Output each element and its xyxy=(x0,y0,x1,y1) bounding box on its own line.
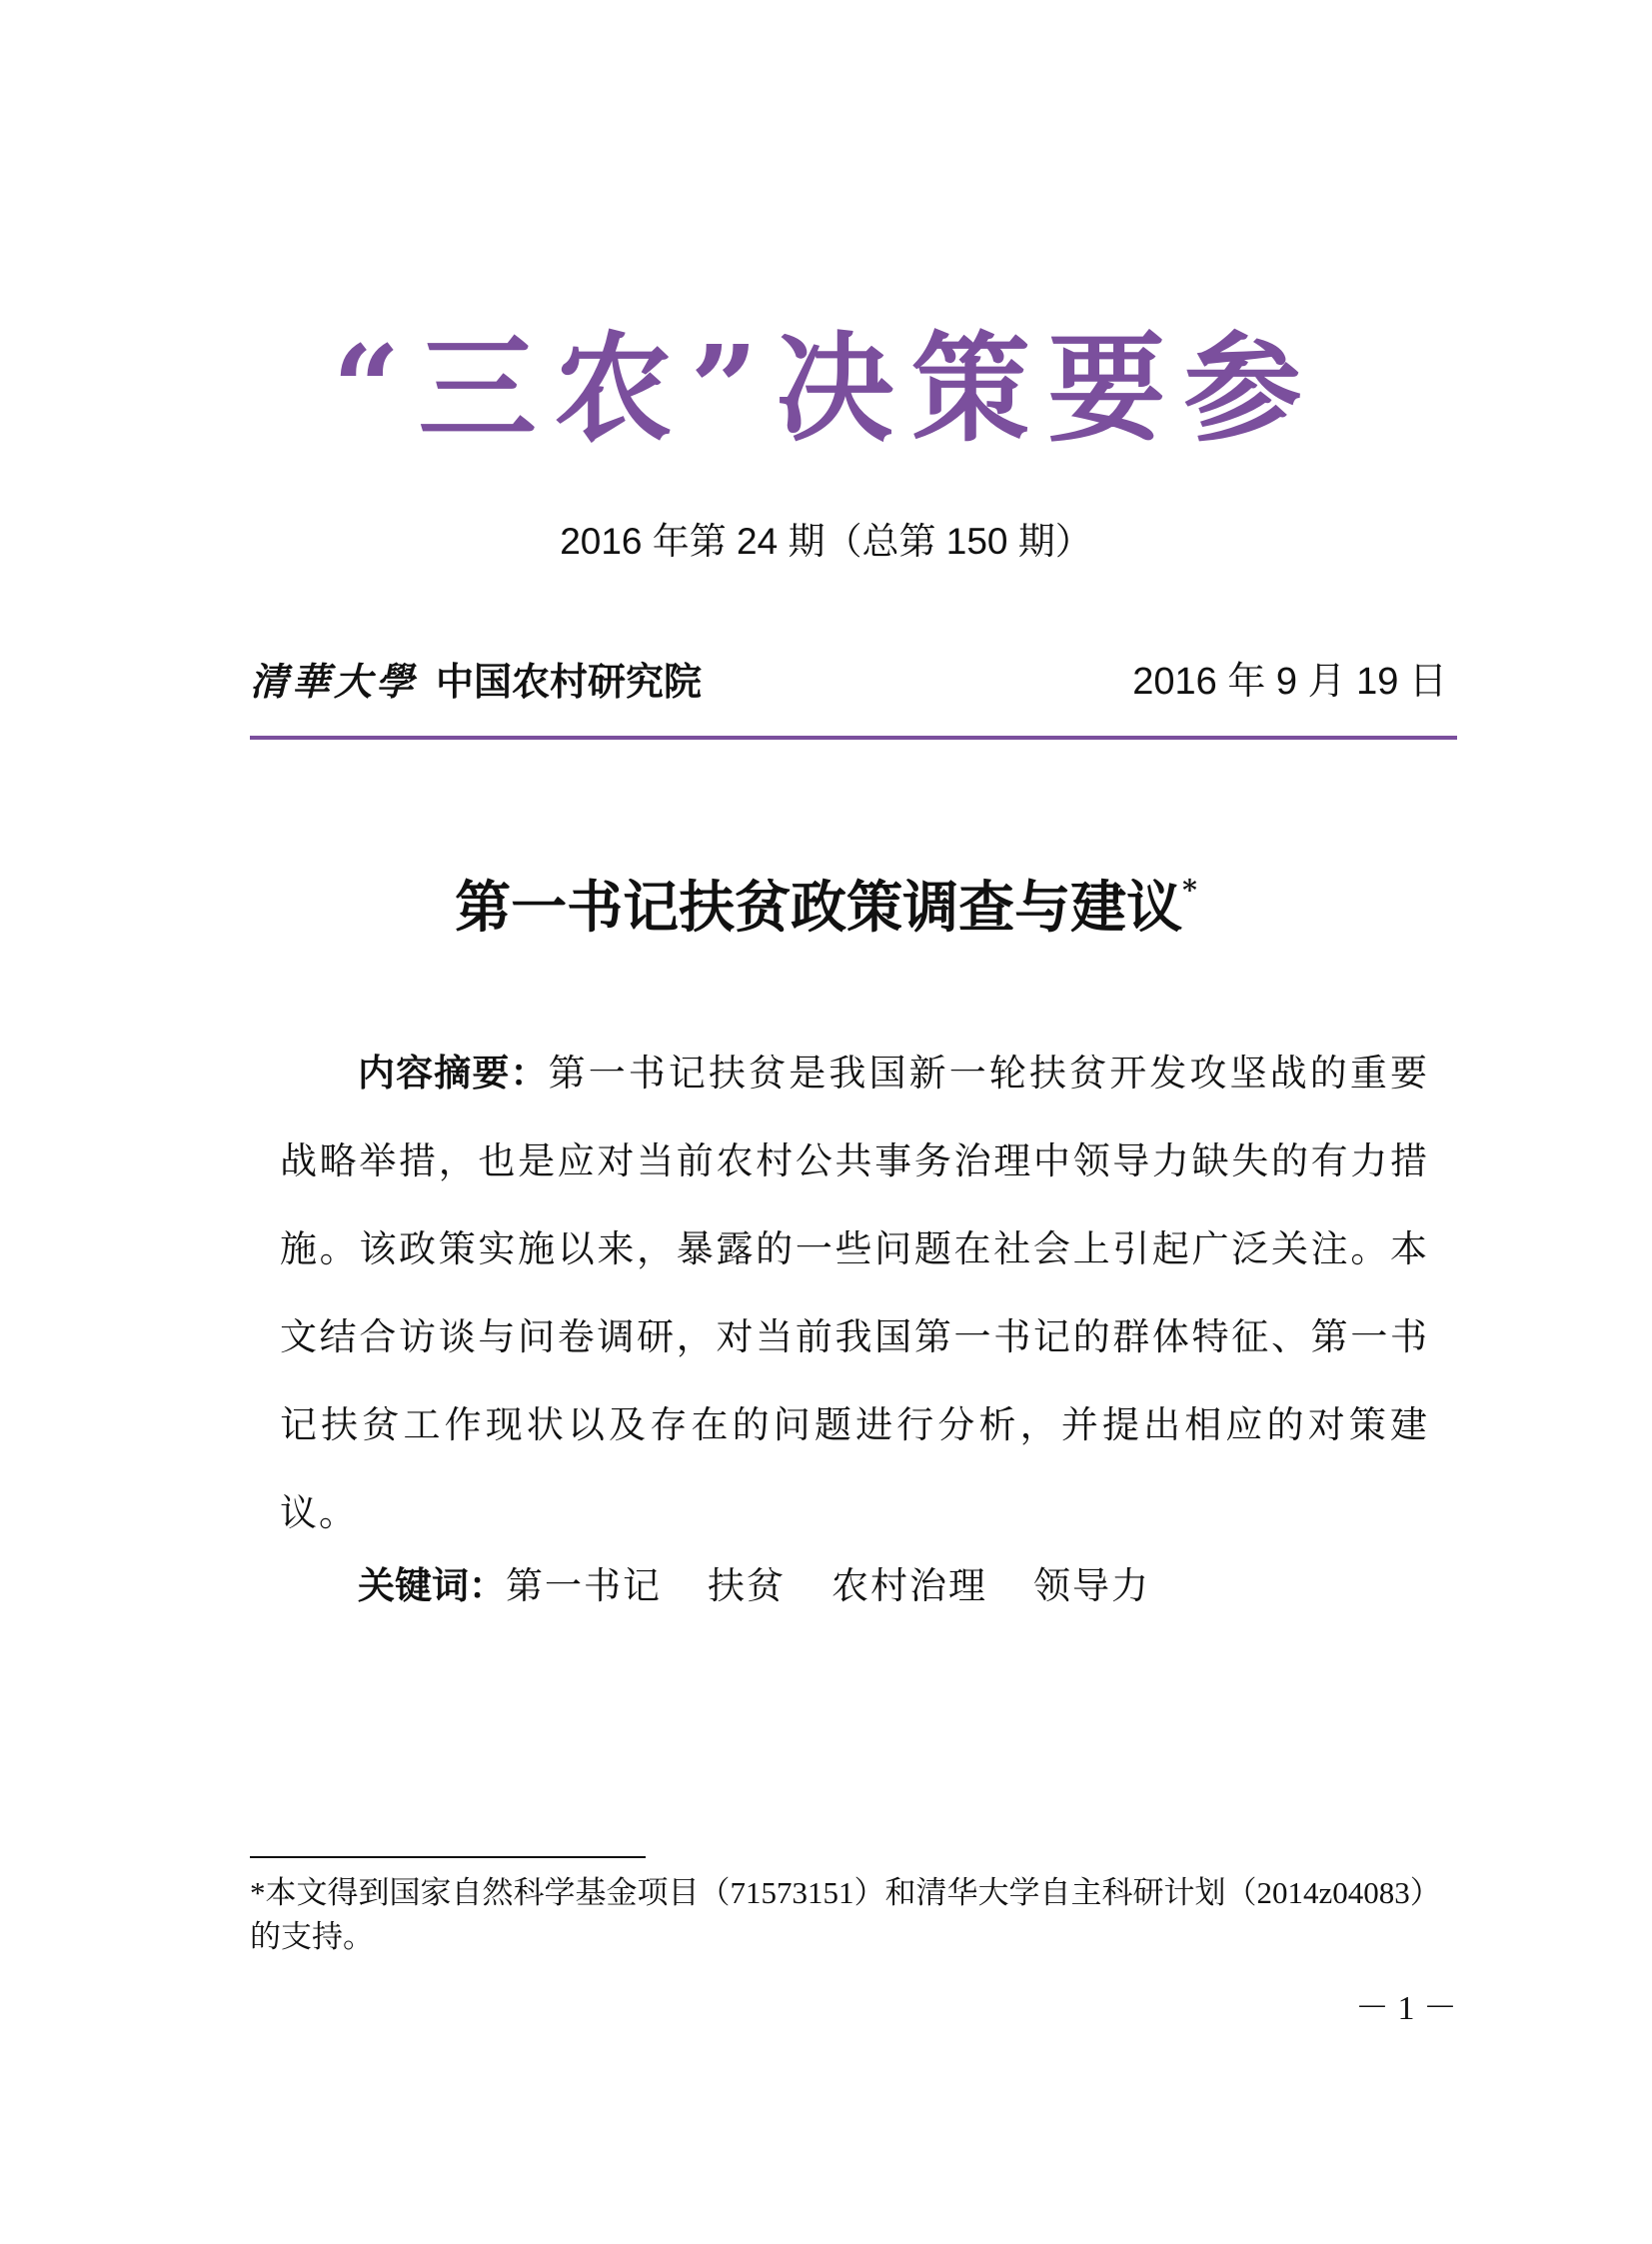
abstract-label: 内容摘要： xyxy=(358,1052,549,1095)
abstract-text: 第一书记扶贫是我国新一轮扶贫开发攻坚战的重要战略举措，也是应对当前农村公共事务治理中领导力缺失的有力措施。该政策实施以来，暴露的一些问题在社会上引起广泛关注。本文结合访谈与问卷调研，对当前我国第一书记的群体特征、第一书记扶贫工作现状以及存在的问题进行分析，并提出相应的对策建议。 xyxy=(280,1052,1429,1534)
publication-masthead: “三农”决策要参 xyxy=(332,319,1320,458)
keyword-item: 领导力 xyxy=(1033,1564,1150,1607)
keywords-line xyxy=(358,1564,1196,1608)
abstract-paragraph xyxy=(280,1030,1429,1557)
footnote-marker: * xyxy=(1182,874,1197,907)
footnote-divider xyxy=(250,1856,646,1858)
keyword-item: 农村治理 xyxy=(831,1564,987,1607)
university-logo-text: 清華大學 xyxy=(250,659,419,704)
organization xyxy=(250,652,702,712)
header-divider xyxy=(250,736,1457,740)
article-title-text: 第一书记扶贫政策调查与建议 xyxy=(455,875,1183,941)
keyword-item: 第一书记 xyxy=(506,1564,662,1607)
institute-name: 中国农村研究院 xyxy=(436,659,703,704)
keywords-label: 关键词： xyxy=(358,1564,506,1607)
page-number: － 1 － xyxy=(1355,1990,1457,2027)
footnote: *本文得到国家自然科学基金项目（71573151）和清华大学自主科研计划（2014z04083）的支持。 xyxy=(250,1875,1441,1954)
header-row xyxy=(250,652,1459,712)
keyword-item: 扶贫 xyxy=(708,1564,786,1607)
issue-number: 2016 年第 24 期（总第 150 期） xyxy=(560,521,1092,562)
article-title xyxy=(0,874,1652,941)
publication-date: 2016 年 9 月 19 日 xyxy=(1132,661,1447,703)
